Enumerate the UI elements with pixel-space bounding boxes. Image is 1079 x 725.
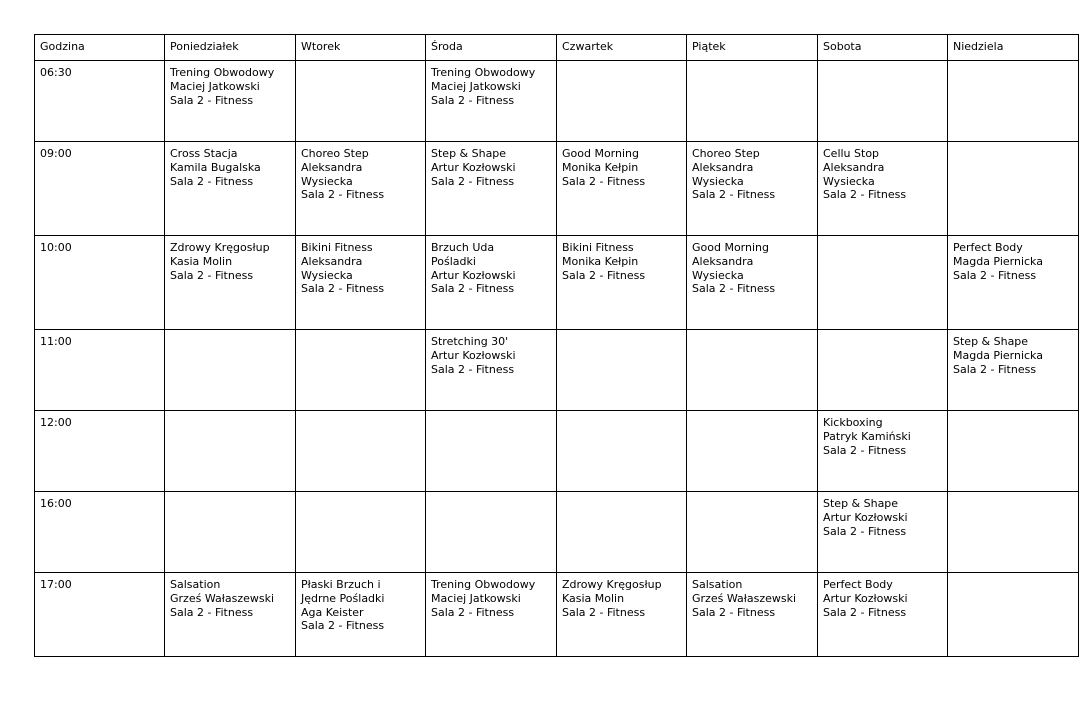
class-cell	[296, 236, 426, 330]
empty-cell	[687, 61, 818, 142]
class-name: Step & Shape	[823, 497, 899, 510]
time-cell: 16:00	[35, 492, 165, 573]
room-name: Sala 2 - Fitness	[823, 524, 907, 538]
instructor-name: Jędrne Pośladki	[301, 591, 385, 605]
instructor-name: Aleksandra	[301, 254, 363, 268]
class-cell	[687, 236, 818, 330]
room-name: Sala 2 - Fitness	[301, 282, 385, 296]
instructor-name: Kasia Molin	[170, 254, 233, 268]
class-cell	[426, 236, 557, 330]
room-name: Sala 2 - Fitness	[170, 93, 254, 107]
empty-cell	[818, 236, 948, 330]
empty-cell	[557, 411, 687, 492]
empty-cell	[165, 411, 296, 492]
class-name: Step & Shape	[953, 335, 1029, 348]
table-row	[35, 142, 1079, 236]
room-name: Sala 2 - Fitness	[431, 605, 515, 619]
class-cell	[426, 573, 557, 657]
class-name: Stretching 30'	[431, 335, 509, 348]
time-cell: 10:00	[35, 236, 165, 330]
time-cell: 12:00	[35, 411, 165, 492]
instructor-name: Patryk Kamiński	[823, 429, 911, 443]
empty-cell	[426, 411, 557, 492]
instructor-name: Pośladki	[431, 254, 476, 268]
empty-cell	[165, 330, 296, 411]
instructor-name: Artur Kozłowski	[823, 591, 908, 605]
empty-cell	[557, 492, 687, 573]
room-name: Sala 2 - Fitness	[562, 605, 646, 619]
time-cell: 09:00	[35, 142, 165, 236]
schedule-table	[34, 34, 1079, 657]
class-name: Bikini Fitness	[562, 241, 634, 254]
column-header-7: Niedziela	[948, 35, 1079, 61]
room-name: Sala 2 - Fitness	[692, 282, 776, 296]
instructor-name: Wysiecka	[301, 174, 353, 188]
room-name: Sala 2 - Fitness	[953, 362, 1037, 376]
table-row	[35, 573, 1079, 657]
empty-cell	[296, 492, 426, 573]
empty-cell	[296, 61, 426, 142]
instructor-name: Aleksandra	[823, 160, 885, 174]
class-cell	[426, 142, 557, 236]
class-name: Cross Stacja	[170, 147, 238, 160]
instructor-name: Maciej Jatkowski	[431, 591, 521, 605]
room-name: Sala 2 - Fitness	[431, 282, 515, 296]
instructor-name: Aleksandra	[692, 254, 754, 268]
class-name: Zdrowy Kręgosłup	[562, 578, 662, 591]
empty-cell	[948, 411, 1079, 492]
empty-cell	[948, 492, 1079, 573]
instructor-name: Monika Kełpin	[562, 254, 639, 268]
class-name: Trening Obwodowy	[170, 66, 275, 79]
class-name: Płaski Brzuch i	[301, 578, 381, 591]
room-name: Sala 2 - Fitness	[823, 443, 907, 457]
class-cell	[948, 236, 1079, 330]
instructor-name: Wysiecka	[692, 174, 744, 188]
room-name: Sala 2 - Fitness	[431, 362, 515, 376]
instructor-name: Artur Kozłowski	[431, 348, 516, 362]
instructor-name: Artur Kozłowski	[431, 268, 516, 282]
instructor-name: Kasia Molin	[562, 591, 625, 605]
empty-cell	[687, 330, 818, 411]
room-name: Sala 2 - Fitness	[692, 188, 776, 202]
room-name: Sala 2 - Fitness	[562, 174, 646, 188]
room-name: Sala 2 - Fitness	[170, 268, 254, 282]
room-name: Sala 2 - Fitness	[431, 174, 515, 188]
class-cell	[687, 142, 818, 236]
room-name: Sala 2 - Fitness	[953, 268, 1037, 282]
class-name: Choreo Step	[692, 147, 760, 160]
class-cell	[426, 61, 557, 142]
table-row	[35, 236, 1079, 330]
instructor-name: Magda Piernicka	[953, 254, 1043, 268]
room-name: Sala 2 - Fitness	[301, 619, 385, 633]
class-cell	[818, 492, 948, 573]
empty-cell	[687, 411, 818, 492]
header-row	[35, 35, 1079, 61]
class-name: Salsation	[170, 578, 221, 591]
class-name: Choreo Step	[301, 147, 369, 160]
instructor-name: Grześ Wałaszewski	[170, 591, 275, 605]
column-header-6: Sobota	[818, 35, 948, 61]
class-name: Perfect Body	[953, 241, 1023, 254]
class-name: Step & Shape	[431, 147, 507, 160]
schedule-body	[35, 61, 1079, 657]
table-row	[35, 492, 1079, 573]
class-cell	[426, 330, 557, 411]
empty-cell	[948, 573, 1079, 657]
room-name: Sala 2 - Fitness	[301, 188, 385, 202]
class-cell	[165, 142, 296, 236]
class-name: Zdrowy Kręgosłup	[170, 241, 270, 254]
class-cell	[557, 142, 687, 236]
empty-cell	[948, 61, 1079, 142]
empty-cell	[818, 330, 948, 411]
empty-cell	[557, 330, 687, 411]
class-cell	[165, 573, 296, 657]
empty-cell	[296, 411, 426, 492]
column-header-0: Godzina	[35, 35, 165, 61]
room-name: Sala 2 - Fitness	[170, 174, 254, 188]
empty-cell	[948, 142, 1079, 236]
instructor-name: Grześ Wałaszewski	[692, 591, 797, 605]
empty-cell	[165, 492, 296, 573]
instructor-name: Maciej Jatkowski	[431, 79, 521, 93]
table-row	[35, 61, 1079, 142]
table-row	[35, 411, 1079, 492]
instructor-name: Wysiecka	[692, 268, 744, 282]
class-name: Perfect Body	[823, 578, 893, 591]
table-row	[35, 330, 1079, 411]
empty-cell	[426, 492, 557, 573]
class-name: Salsation	[692, 578, 743, 591]
column-header-1: Poniedziałek	[165, 35, 296, 61]
class-name: Trening Obwodowy	[431, 66, 536, 79]
instructor-name: Monika Kełpin	[562, 160, 639, 174]
instructor-name: Artur Kozłowski	[431, 160, 516, 174]
class-cell	[818, 142, 948, 236]
time-cell: 17:00	[35, 573, 165, 657]
class-name: Brzuch Uda	[431, 241, 495, 254]
time-cell: 11:00	[35, 330, 165, 411]
instructor-name: Aleksandra	[301, 160, 363, 174]
class-name: Trening Obwodowy	[431, 578, 536, 591]
empty-cell	[557, 61, 687, 142]
instructor-name: Wysiecka	[823, 174, 875, 188]
class-cell	[557, 573, 687, 657]
empty-cell	[296, 330, 426, 411]
instructor-name: Artur Kozłowski	[823, 510, 908, 524]
class-name: Good Morning	[692, 241, 769, 254]
instructor-name: Maciej Jatkowski	[170, 79, 260, 93]
class-name: Good Morning	[562, 147, 639, 160]
class-cell	[948, 330, 1079, 411]
instructor-name: Wysiecka	[301, 268, 353, 282]
class-name: Bikini Fitness	[301, 241, 373, 254]
instructor-name: Magda Piernicka	[953, 348, 1043, 362]
column-header-2: Wtorek	[296, 35, 426, 61]
class-name: Cellu Stop	[823, 147, 880, 160]
room-name: Sala 2 - Fitness	[823, 605, 907, 619]
column-header-4: Czwartek	[557, 35, 687, 61]
class-cell	[557, 236, 687, 330]
column-header-3: Środa	[426, 35, 557, 61]
class-cell	[165, 236, 296, 330]
room-name: Sala 2 - Fitness	[562, 268, 646, 282]
class-cell	[296, 573, 426, 657]
instructor-name: Kamila Bugalska	[170, 160, 261, 174]
class-cell	[296, 142, 426, 236]
class-cell	[165, 61, 296, 142]
room-name: Sala 2 - Fitness	[431, 93, 515, 107]
class-cell	[818, 573, 948, 657]
room-name: Sala 2 - Fitness	[692, 605, 776, 619]
class-name: Kickboxing	[823, 416, 883, 429]
time-cell: 06:30	[35, 61, 165, 142]
empty-cell	[818, 61, 948, 142]
room-name: Sala 2 - Fitness	[170, 605, 254, 619]
column-header-5: Piątek	[687, 35, 818, 61]
class-cell	[687, 573, 818, 657]
empty-cell	[687, 492, 818, 573]
room-name: Sala 2 - Fitness	[823, 188, 907, 202]
instructor-name: Aleksandra	[692, 160, 754, 174]
instructor-name: Aga Keister	[301, 605, 364, 619]
class-cell	[818, 411, 948, 492]
